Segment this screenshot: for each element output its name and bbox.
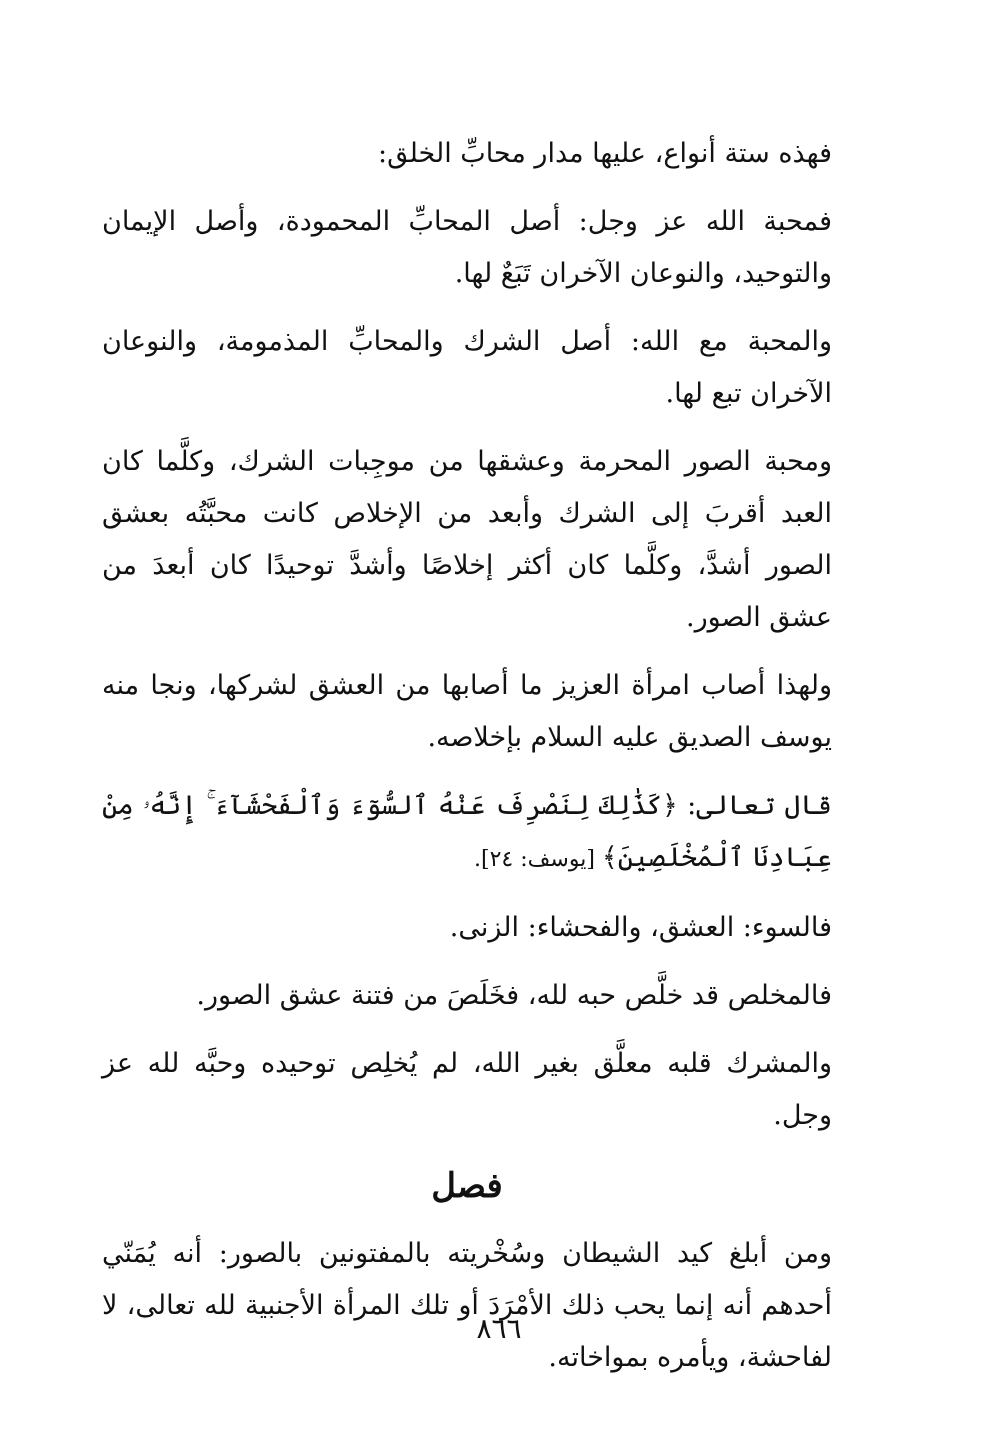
- paragraph-7: فالسوء: العشق، والفحشاء: الزنى.: [449, 912, 832, 943]
- paragraph-3: والمحبة مع الله: أصل الشرك والمحابِّ المذمومة، والنوعان الآخران تبع لها.: [102, 326, 832, 409]
- section-heading: فصل: [431, 1166, 503, 1206]
- quran-verse: ﴿كَذَٰلِكَ لِنَصْرِفَ عَنْهُ ٱلسُّوٓءَ وَٱلْفَحْشَآءَ ۚ إِنَّهُۥ مِنْ عِبَادِنَا ٱلْمُخْلَصِينَ﴾: [102, 790, 832, 873]
- page-body: [102, 128, 832, 1400]
- quote-intro: قال تعالى:: [677, 790, 832, 821]
- paragraph-4: ومحبة الصور المحرمة وعشقها من موجِبات الشرك، وكلَّما كان العبد أقربَ إلى الشرك وأبعد من الإخلاص كانت محبَّتُه بعشق الصور أشدَّ، وكلَّما كان أكثر إخلاصًا وأشدَّ توحيدًا كان أبعدَ من عشق الصور.: [102, 446, 832, 633]
- paragraph-10: ومن أبلغ كيد الشيطان وسُخْريته بالمفتونين بالصور: أنه يُمَنّي أحدهم أنه إنما يحب ذلك الأمْرَدَ أو تلك المرأة الأجنبية لله تعالى، لا لفاحشة، ويأمره بمواخاته.: [102, 1238, 832, 1373]
- verse-reference: [يوسف: ٢٤].: [474, 847, 602, 872]
- page-number: ٨٦٦: [476, 1312, 522, 1345]
- paragraph-9: والمشرك قلبه معلَّق بغير الله، لم يُخلِص توحيده وحبَّه لله عز وجل.: [102, 1048, 832, 1131]
- paragraph-1: فهذه ستة أنواع، عليها مدار محابِّ الخلق:: [378, 138, 832, 169]
- paragraph-2: فمحبة الله عز وجل: أصل المحابِّ المحمودة، وأصل الإيمان والتوحيد، والنوعان الآخران تَبَعٌ لها.: [102, 206, 832, 289]
- paragraph-8: فالمخلص قد خلَّص حبه لله، فخَلَصَ من فتنة عشق الصور.: [196, 980, 832, 1011]
- paragraph-6-quran-citation: [102, 780, 832, 886]
- paragraph-5: ولهذا أصاب امرأة العزيز ما أصابها من العشق لشركها، ونجا منه يوسف الصديق عليه السلام بإخلاصه.: [102, 670, 832, 753]
